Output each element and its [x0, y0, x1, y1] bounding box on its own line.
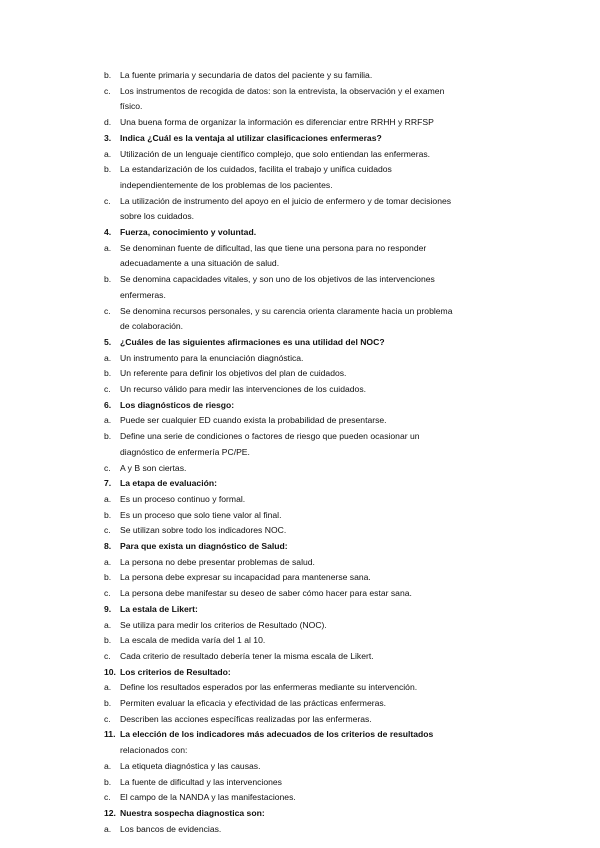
item-text: enfermeras.	[120, 289, 166, 300]
item-label: c.	[104, 588, 111, 599]
item-text: La persona no debe presentar problemas de salud.	[120, 556, 315, 567]
item-text: La etapa de evaluación:	[120, 478, 217, 489]
item-label: a.	[104, 556, 112, 567]
item-label: c.	[104, 384, 111, 394]
item-text: La fuente de dificultad y las intervenciones	[120, 776, 282, 787]
item-label: d.	[104, 117, 112, 128]
item-text: La escala de medida varía del 1 al 10.	[120, 635, 266, 646]
item-text: Un recurso válido para medir las intervenciones de los cuidados.	[120, 384, 367, 394]
item-text: físico.	[120, 101, 143, 112]
item-label: a.	[104, 415, 112, 426]
item-label: b.	[104, 70, 112, 80]
item-text: Cada criterio de resultado debería tener la misma escala de Likert.	[120, 650, 374, 661]
item-text: La estandarización de los cuidados, facilita el trabajo y unifica cuidados	[120, 164, 392, 175]
item-label: a.	[104, 619, 112, 630]
item-text: La etiqueta diagnóstica y las causas.	[120, 760, 261, 771]
item-label: c.	[104, 85, 111, 96]
item-text: Se utiliza para medir los criterios de Resultado (NOC).	[120, 619, 327, 630]
item-text: Se denomina recursos personales, y su carencia orienta claramente hacia un problema	[120, 305, 453, 316]
item-text: ¿Cuáles de las siguientes afirmaciones es una utilidad del NOC?	[120, 336, 385, 347]
item-label: 12.	[104, 807, 116, 818]
item-label: c.	[104, 525, 111, 536]
item-label: b.	[104, 431, 112, 442]
item-text: La utilización de instrumento del apoyo en el juicio de enfermero y de tomar decisiones	[120, 195, 452, 206]
item-label: c.	[104, 650, 111, 661]
item-text: Utilización de un lenguaje científico complejo, que solo entiendan las enfermeras.	[120, 148, 431, 159]
item-text: Un instrumento para la enunciación diagnóstica.	[120, 352, 304, 363]
item-text: Es un proceso continuo y formal.	[120, 493, 246, 504]
item-text: Un referente para definir los objetivos del plan de cuidados.	[120, 368, 347, 379]
item-text: Fuerza, conocimiento y voluntad.	[120, 227, 257, 237]
item-label: b.	[104, 509, 112, 520]
item-text: A y B son ciertas.	[120, 462, 187, 473]
item-text: Los diagnósticos de riesgo:	[120, 399, 235, 410]
item-text: Describen las acciones específicas realizadas por las enfermeras.	[120, 713, 372, 724]
item-label: a.	[104, 823, 112, 834]
item-text: adecuadamente a una situación de salud.	[120, 258, 280, 269]
item-label: a.	[104, 760, 112, 771]
item-text: Nuestra sospecha diagnostica son:	[120, 807, 265, 818]
item-text: Los criterios de Resultado:	[120, 666, 231, 677]
item-text: La persona debe manifestar su deseo de saber cómo hacer para estar sana.	[120, 588, 412, 599]
item-label: c.	[104, 713, 111, 724]
item-label: c.	[104, 195, 111, 206]
item-text: Se denomina capacidades vitales, y son uno de los objetivos de las intervenciones	[120, 274, 435, 285]
item-label: b.	[104, 572, 112, 583]
item-text: Se utilizan sobre todo los indicadores NOC.	[120, 525, 287, 536]
item-label: a.	[104, 148, 112, 159]
item-text: La fuente primaria y secundaria de datos del paciente y su familia.	[120, 70, 373, 80]
item-text: La persona debe expresar su incapacidad para mantenerse sana.	[120, 572, 371, 583]
item-label: 5.	[104, 336, 112, 347]
item-text: Puede ser cualquier ED cuando exista la probabilidad de presentarse.	[120, 415, 387, 426]
item-text: relacionados con:	[120, 745, 188, 756]
item-text: Indica ¿Cuál es la ventaja al utilizar clasificaciones enfermeras?	[120, 132, 382, 143]
item-text: Es un proceso que solo tiene valor al final.	[120, 509, 282, 520]
item-text: Define una serie de condiciones o factores de riesgo que pueden ocasionar un	[120, 431, 420, 442]
item-text: Se denominan fuente de dificultad, las que tiene una persona para no responder	[120, 242, 427, 253]
item-text: Una buena forma de organizar la información es diferenciar entre RRHH y RRFSP	[120, 117, 434, 128]
item-label: a.	[104, 242, 112, 253]
item-label: 11.	[104, 729, 116, 740]
item-text: sobre los cuidados.	[120, 211, 195, 222]
item-label: 6.	[104, 399, 112, 410]
item-text: de colaboración.	[120, 321, 184, 332]
item-label: 8.	[104, 541, 112, 551]
item-text: La estala de Likert:	[120, 603, 198, 614]
item-label: b.	[104, 698, 112, 708]
item-text: El campo de la NANDA y las manifestaciones.	[120, 792, 296, 803]
item-label: b.	[104, 274, 112, 285]
item-label: a.	[104, 682, 112, 693]
item-label: b.	[104, 635, 112, 646]
item-text: Para que exista un diagnóstico de Salud:	[120, 541, 288, 551]
item-text: La elección de los indicadores más adecuados de los criterios de resultados	[120, 729, 434, 740]
item-text: Los instrumentos de recogida de datos: son la entrevista, la observación y el examen	[120, 85, 445, 96]
item-label: 4.	[104, 227, 112, 237]
item-text: Permiten evaluar la eficacia y efectividad de las prácticas enfermeras.	[120, 698, 387, 708]
item-label: 7.	[104, 478, 112, 489]
item-label: b.	[104, 368, 112, 379]
item-label: 3.	[104, 132, 112, 143]
item-text: independientemente de los problemas de los pacientes.	[120, 179, 333, 190]
item-label: c.	[104, 792, 111, 803]
item-label: 9.	[104, 603, 112, 614]
item-label: a.	[104, 352, 112, 363]
item-text: Los bancos de evidencias.	[120, 823, 222, 834]
item-text: Define los resultados esperados por las enfermeras mediante su intervención.	[120, 682, 418, 693]
item-text: diagnóstico de enfermería PC/PE.	[120, 446, 250, 457]
item-label: 10.	[104, 666, 116, 677]
item-label: a.	[104, 493, 112, 504]
item-label: b.	[104, 776, 112, 787]
item-label: c.	[104, 462, 111, 473]
item-label: c.	[104, 305, 111, 316]
item-label: b.	[104, 164, 112, 175]
